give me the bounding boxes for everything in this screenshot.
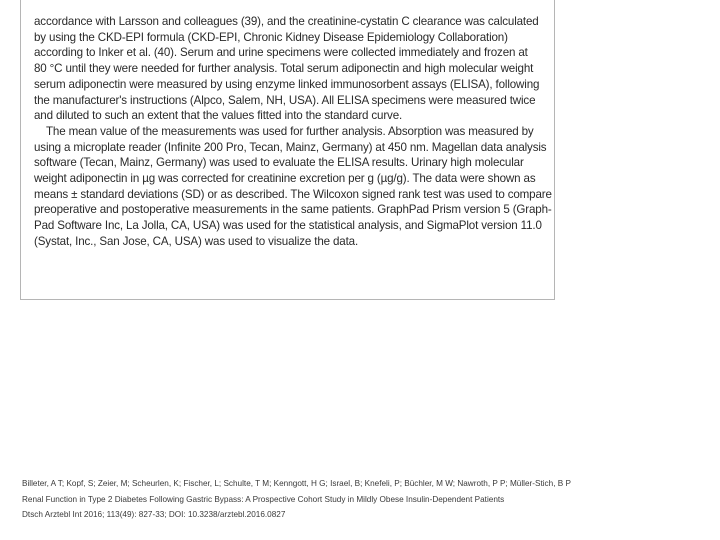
text-line: by using the CKD-EPI formula (CKD-EPI, Chronic Kidney Disease Epidemiology Collaboration)	[34, 30, 508, 44]
text-line: means ± standard deviations (SD) or as described. The Wilcoxon signed rank test was used to compare	[34, 187, 552, 201]
text-line: using a microplate reader (Infinite 200 Pro, Tecan, Mainz, Germany) at 450 nm. Magellan data analysis	[34, 140, 547, 154]
text-line: serum adiponectin were measured by using enzyme linked immunosorbent assays (ELISA), following	[34, 77, 540, 91]
text-line: (Systat, Inc., San Jose, CA, USA) was used to visualize the data.	[34, 234, 359, 248]
citation-authors: Billeter, A T; Kopf, S; Zeier, M; Scheurlen, K; Fischer, L; Schulte, T M; Kenngott, H G; Israel, B; Knefeli, P; Büchler, M W; Nawroth, P P; Müller-Stich, B P	[22, 479, 571, 488]
text-line: software (Tecan, Mainz, Germany) was used to evaluate the ELISA results. Urinary high molecular	[34, 156, 524, 170]
text-line: 80 °C until they were needed for further analysis. Total serum adiponectin and high molecular weight	[34, 62, 534, 76]
text-line: accordance with Larsson and colleagues (39), and the creatinine-cystatin C clearance was calculated	[34, 15, 539, 28]
text-line: preoperative and postoperative measurements in the same patients. GraphPad Prism version 5 (Graph-	[34, 203, 552, 217]
text-line: weight adiponectin in µg was corrected for creatinine excretion per g (µg/g). The data were shown as	[34, 172, 536, 186]
text-line: the manufacturer's instructions (Alpco, Salem, NH, USA). All ELISA specimens were measured twice	[34, 93, 536, 107]
citation-source: Dtsch Arztebl Int 2016; 113(49): 827-33; DOI: 10.3238/arztebl.2016.0827	[22, 510, 286, 519]
text-line: The mean value of the measurements was used for further analysis. Absorption was measured by	[46, 124, 534, 138]
text-line: and diluted to such an extent that the values fitted into the standard curve.	[34, 109, 403, 123]
paper-excerpt-image	[20, 0, 555, 300]
citation-block	[22, 476, 702, 523]
citation-title: Renal Function in Type 2 Diabetes Following Gastric Bypass: A Prospective Cohort Study in Mildly Obese Insulin-Dependent Patients	[22, 494, 505, 504]
text-line: according to Inker et al. (40). Serum and urine specimens were collected immediately and frozen at	[34, 46, 528, 60]
text-line: Pad Software Inc, La Jolla, CA, USA) was used for the statistical analysis, and SigmaPlot version 11.0	[34, 219, 542, 233]
methods-paragraph	[34, 14, 552, 250]
